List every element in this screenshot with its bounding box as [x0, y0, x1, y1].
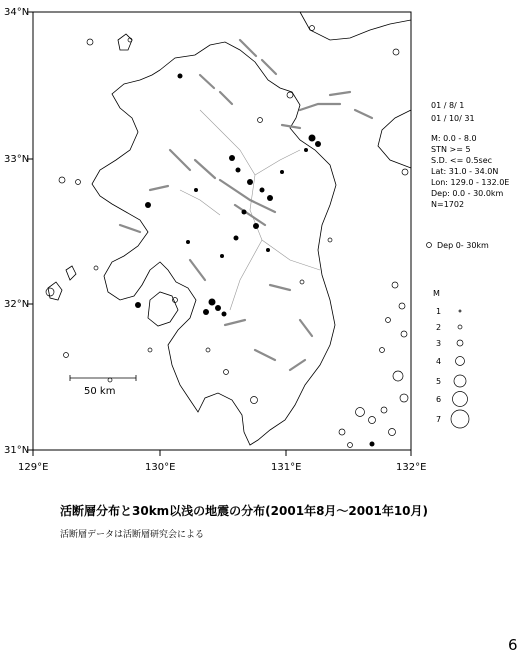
lon-label-132: 132°E	[396, 462, 427, 473]
figure-note: 活断層データは活断層研究会による	[60, 530, 205, 540]
lon-label-129: 129°E	[18, 462, 49, 473]
depth-legend-label: Dep 0- 30km	[437, 241, 489, 250]
magnitude-legend-circle-4	[456, 357, 465, 366]
scale-bar-label: 50 km	[84, 386, 116, 397]
depth-range: Dep: 0.0 - 30.0km	[431, 189, 504, 198]
magnitude-legend-circle-6	[453, 392, 468, 407]
lon-label-131: 131°E	[271, 462, 302, 473]
map-content	[46, 12, 411, 448]
magnitude-legend-label-3: 3	[436, 339, 442, 348]
lat-label-31: 31°N	[4, 445, 30, 456]
depth-legend-symbol	[427, 243, 432, 248]
magnitude-legend-label-4: 4	[436, 357, 442, 366]
magnitude-legend-label-6: 6	[436, 395, 442, 404]
page-number: 6	[508, 636, 518, 654]
honshu-coastline	[300, 12, 411, 40]
prefecture-boundaries	[180, 110, 320, 310]
magnitude-legend-circle-3	[457, 340, 463, 346]
figure-caption: 活断層分布と30km以浅の地震の分布(2001年8月～2001年10月)	[60, 504, 428, 518]
standard-deviation: S.D. <= 0.5sec	[431, 156, 493, 165]
map-frame	[33, 12, 411, 450]
goto-islands-coastline	[48, 266, 76, 300]
magnitude-range: M: 0.0 - 8.0	[431, 134, 477, 143]
search-conditions	[431, 101, 509, 209]
magnitude-legend-circle-5	[454, 375, 466, 387]
lon-label-130: 130°E	[145, 462, 176, 473]
magnitude-legend	[436, 307, 469, 428]
epicenters-solid	[135, 74, 375, 447]
magnitude-legend-title: M	[433, 289, 440, 298]
lat-label-33: 33°N	[4, 154, 30, 165]
magnitude-legend-circle-2	[458, 325, 462, 329]
magnitude-legend-label-1: 1	[436, 307, 442, 316]
date-start: 01 / 8/ 1	[431, 101, 465, 110]
magnitude-legend-label-7: 7	[436, 415, 442, 424]
shikoku-coastline	[378, 110, 411, 168]
scale-bar	[70, 375, 136, 381]
magnitude-legend-label-2: 2	[436, 323, 442, 332]
magnitude-legend-circle-7	[451, 410, 469, 428]
lat-label-32: 32°N	[4, 299, 30, 310]
epicenters-open	[46, 26, 408, 448]
lat-label-34: 34°N	[4, 7, 30, 18]
station-count: STN >= 5	[431, 145, 471, 154]
event-count: N=1702	[431, 200, 465, 209]
kyushu-coastline	[92, 42, 336, 445]
amakusa-coastline	[148, 292, 178, 326]
lat-range: Lat: 31.0 - 34.0N	[431, 167, 499, 176]
date-end: 01 / 10/ 31	[431, 114, 475, 123]
magnitude-legend-label-5: 5	[436, 377, 442, 386]
magnitude-legend-circle-1	[459, 310, 461, 312]
lon-range: Lon: 129.0 - 132.0E	[431, 178, 510, 187]
